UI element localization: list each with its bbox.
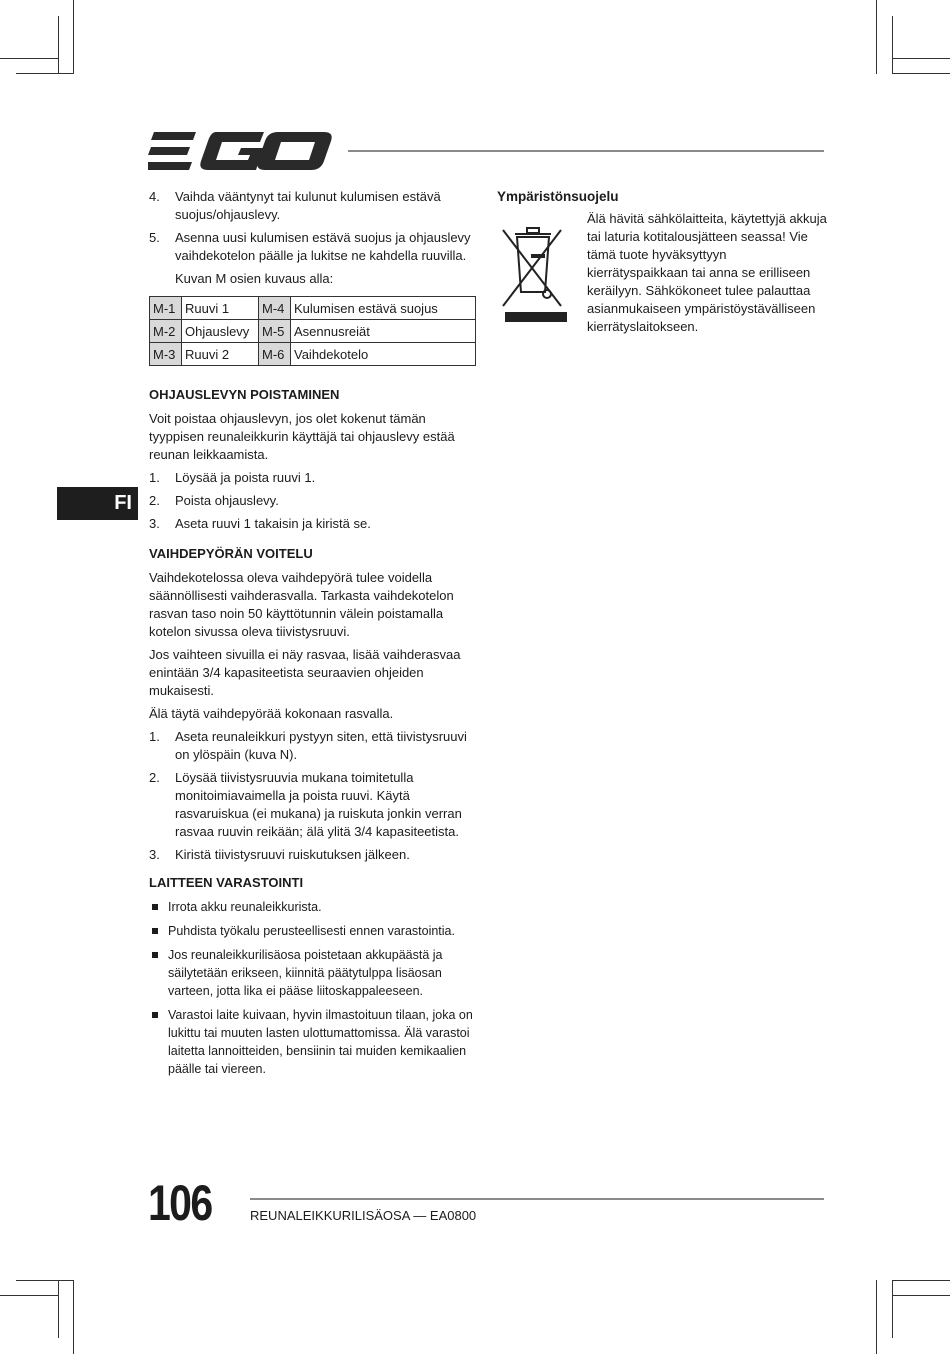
list-item: Varastoi laite kuivaan, hyvin ilmastoituun tilaan, joka on lukittu tai muuten lasten ulottumattomissa. Älä varastoi laitetta lannoitteiden, bensiinin tai muiden kemikaalien päälle tai viereen. bbox=[149, 1006, 479, 1078]
list-item: Jos reunaleikkurilisäosa poistetaan akkupäästä ja säilytetään erikseen, kiinnitä päätytulppa lisäosan varteen, jotta lika ei pääse liitoskappaleeseen. bbox=[149, 946, 479, 1000]
section-heading: Ympäristönsuojelu bbox=[497, 189, 619, 204]
crop-mark bbox=[16, 1280, 74, 1281]
language-tab: FI bbox=[57, 487, 138, 520]
crop-mark bbox=[73, 0, 74, 74]
paragraph: Älä täytä vaihdepyörää kokonaan rasvalla. bbox=[149, 706, 394, 721]
figure-caption: Kuvan M osien kuvaus alla: bbox=[175, 271, 334, 286]
crop-mark bbox=[0, 58, 58, 59]
page-number: 106 bbox=[148, 1175, 212, 1231]
crop-mark bbox=[73, 1280, 74, 1354]
crop-mark bbox=[892, 1280, 950, 1281]
list-item: 2. Poista ohjauslevy. bbox=[149, 493, 279, 508]
left-column bbox=[149, 188, 479, 1084]
section-heading: VAIHDEPYÖRÄN VOITELU bbox=[149, 546, 313, 561]
list-item: Irrota akku reunaleikkurista. bbox=[149, 898, 479, 916]
header-rule bbox=[348, 150, 824, 152]
list-item: 2. Löysää tiivistysruuvia mukana toimitetulla monitoimiavaimella ja poista ruuvi. Käytä rasvaruiskua (ei mukana) ja ruiskuta jonkin verran rasvaa ruuvin reikään; älä ylitä 3/4 kapasiteetista. bbox=[149, 770, 462, 839]
section-heading: LAITTEEN VARASTOINTI bbox=[149, 875, 304, 890]
paragraph: Voit poistaa ohjauslevyn, jos olet kokenut tämän tyyppisen reunaleikkurin käyttäjä tai ohjauslevy estää reunan leikkaamista. bbox=[149, 411, 455, 462]
bullet-icon bbox=[152, 928, 158, 934]
ego-logo bbox=[148, 128, 332, 174]
crop-mark bbox=[892, 16, 893, 74]
list-item: 3. Aseta ruuvi 1 takaisin ja kiristä se. bbox=[149, 516, 371, 531]
crop-mark bbox=[892, 58, 950, 59]
crossed-out-wheelie-bin-icon bbox=[497, 210, 583, 336]
footer-rule bbox=[250, 1198, 824, 1200]
crop-mark bbox=[892, 1295, 950, 1296]
table-row: M-2 Ohjauslevy M-5 Asennusreiät bbox=[150, 320, 476, 343]
table-row: M-3 Ruuvi 2 M-6 Vaihdekotelo bbox=[150, 343, 476, 366]
table-row: M-1 Ruuvi 1 M-4 Kulumisen estävä suojus bbox=[150, 297, 476, 320]
paragraph: Vaihdekotelossa oleva vaihdepyörä tulee voidella säännöllisesti vaihderasvalla. Tarkasta vaihdekotelon rasvan taso noin 50 käyttötunnin välein poistamalla kotelon sivussa oleva tiivistysruuvi. bbox=[149, 570, 454, 639]
list-item: 5. Asenna uusi kulumisen estävä suojus ja ohjauslevy vaihdekotelon päälle ja lukitse ne kahdella ruuvilla. bbox=[149, 230, 471, 263]
right-column bbox=[497, 188, 827, 336]
list-item: 4. Vaihda vääntynyt tai kulunut kulumisen estävä suojus/ohjauslevy. bbox=[149, 189, 441, 222]
crop-mark bbox=[58, 16, 59, 74]
bullet-icon bbox=[152, 952, 158, 958]
crop-mark bbox=[876, 1280, 877, 1354]
list-item: Puhdista työkalu perusteellisesti ennen varastointia. bbox=[149, 922, 479, 940]
list-item: 1. Löysää ja poista ruuvi 1. bbox=[149, 470, 316, 485]
paragraph: Jos vaihteen sivuilla ei näy rasvaa, lisää vaihderasvaa enintään 3/4 kapasiteetista seuraavien ohjeiden mukaisesti. bbox=[149, 647, 461, 698]
crop-mark bbox=[876, 0, 877, 74]
crop-mark bbox=[16, 73, 74, 74]
crop-mark bbox=[0, 1295, 58, 1296]
environment-text: Älä hävitä sähkölaitteita, käytettyjä akkuja tai laturia kotitalousjätteen seassa! Vie tämä tuote hyväksyttyyn kierrätyspaikkaan tai anna se erilliseen keräilyyn. Sähkökoneet tulee palauttaa asianmukaiseen ympäristöystävälliseen kierrätyslaitokseen. bbox=[587, 211, 827, 334]
bullet-icon bbox=[152, 904, 158, 910]
parts-table bbox=[149, 296, 476, 366]
list-item: 3. Kiristä tiivistysruuvi ruiskutuksen jälkeen. bbox=[149, 847, 410, 862]
bullet-icon bbox=[152, 1012, 158, 1018]
section-heading: OHJAUSLEVYN POISTAMINEN bbox=[149, 387, 340, 402]
crop-mark bbox=[58, 1280, 59, 1338]
crop-mark bbox=[892, 1280, 893, 1338]
list-item: 1. Aseta reunaleikkuri pystyyn siten, että tiivistysruuvi on ylöspäin (kuva N). bbox=[149, 729, 467, 762]
crop-mark bbox=[892, 73, 950, 74]
footer-title: REUNALEIKKURILISÄOSA — EA0800 bbox=[250, 1208, 477, 1223]
